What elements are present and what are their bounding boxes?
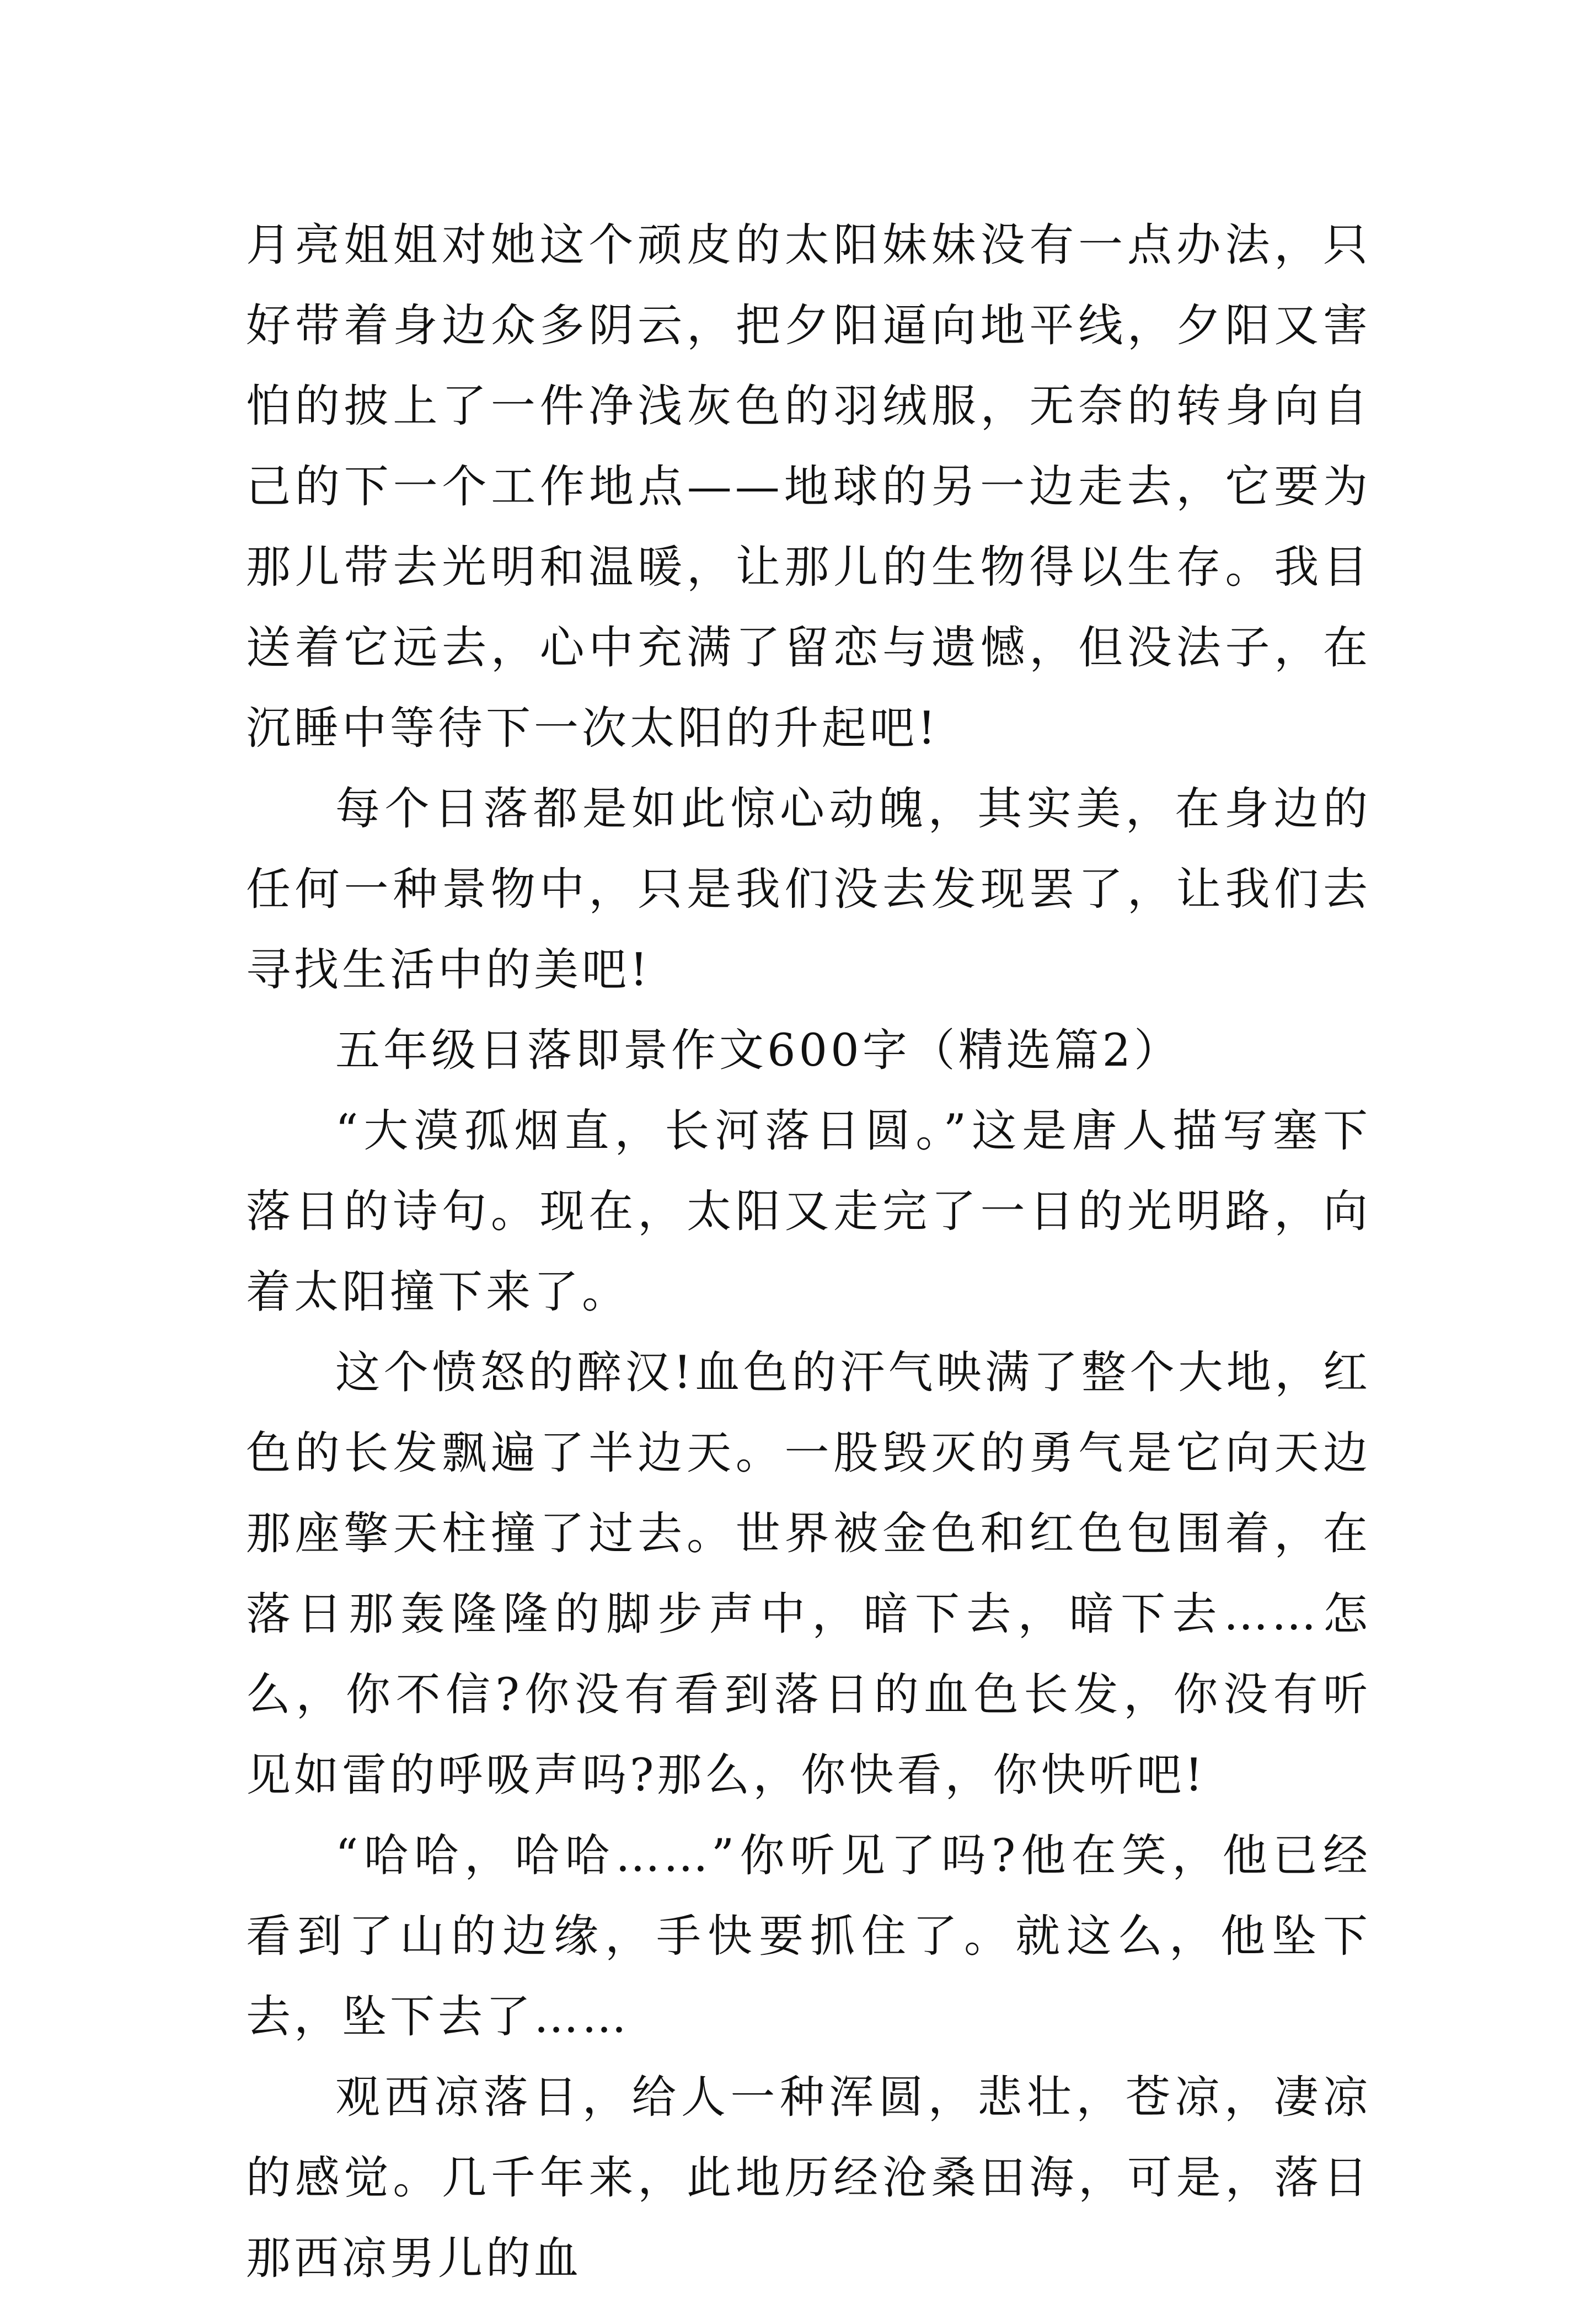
- paragraph-every-sunset: 每个日落都是如此惊心动魄，其实美，在身边的任何一种景物中，只是我们没去发现罢了，让我们去寻找生活中的美吧!: [246, 783, 1371, 996]
- paragraph-poem-quote: “大漠孤烟直，长河落日圆。”这是唐人描写塞下落日的诗句。现在，太阳又走完了一日的光明路，向着太阳撞下来了。: [246, 1105, 1371, 1318]
- paragraph-angry-drunkard: 这个愤怒的醉汉!血色的汗气映满了整个大地，红色的长发飘遍了半边天。一股毁灭的勇气是它向天边那座擎天柱撞了过去。世界被金色和红色包围着，在落日那轰隆隆的脚步声中，暗下去，暗下去……怎么，你不信?你没有看到落日的血色长发，你没有听见如雷的呼吸声吗?那么，你快看，你快听吧!: [246, 1347, 1371, 1801]
- paragraph-continuation: 月亮姐姐对她这个顽皮的太阳妹妹没有一点办法，只好带着身边众多阴云，把夕阳逼向地平线，夕阳又害怕的披上了一件净浅灰色的羽绒服，无奈的转身向自己的下一个工作地点——地球的另一边走去，它要为那儿带去光明和温暖，让那儿的生物得以生存。我目送着它远去，心中充满了留恋与遗憾，但没法子，在沉睡中等待下一次太阳的升起吧!: [246, 220, 1371, 755]
- document-body: [246, 205, 1371, 2299]
- paragraph-laughing: “哈哈，哈哈……”你听见了吗?他在笑，他已经看到了山的边缘，手快要抓住了。就这么，他坠下去，坠下去了……: [246, 1830, 1371, 2043]
- paragraph-xiliang-sunset: 观西凉落日，给人一种浑圆，悲壮，苍凉，凄凉的感觉。几千年来，此地历经沧桑田海，可是，落日那西凉男儿的血: [246, 2072, 1371, 2285]
- essay-section-title: 五年级日落即景作文600字（精选篇2）: [335, 1025, 1182, 1077]
